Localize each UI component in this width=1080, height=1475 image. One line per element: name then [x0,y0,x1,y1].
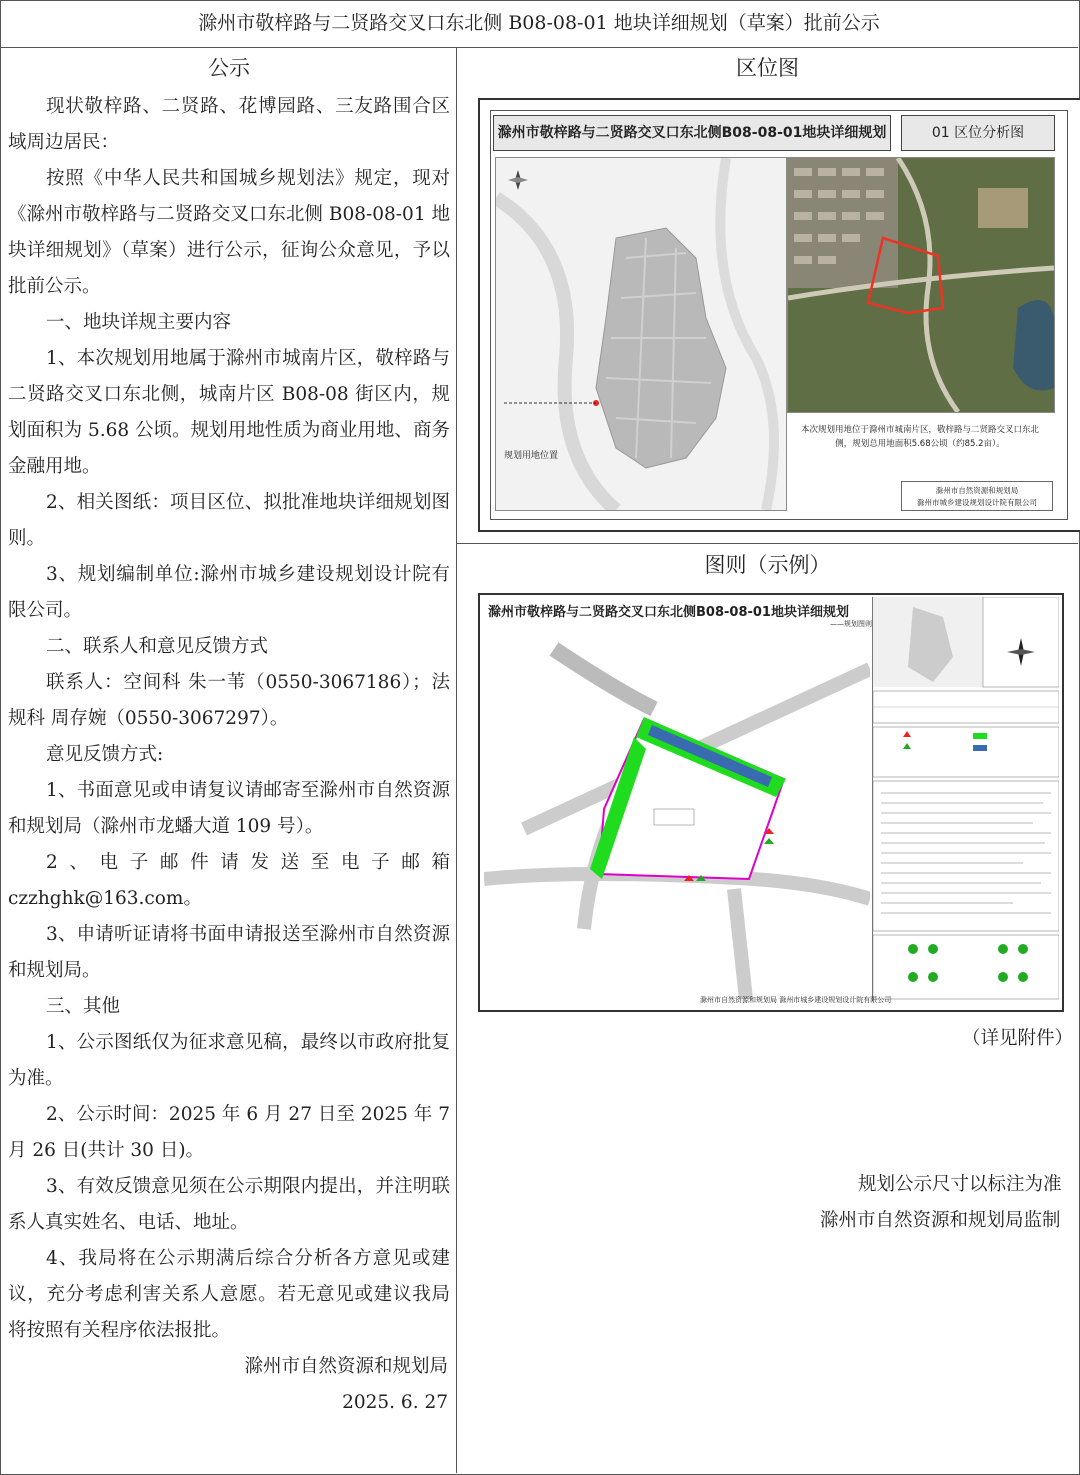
notice-paragraph: 2、相关图纸：项目区位、拟批准地块详细规划图则。 [8,492,450,549]
notice-paragraph: 意见反馈方式: [46,744,164,765]
notice-paragraph: 一、地块详规主要内容 [46,312,232,333]
plan-map-subtitle: ——规划图则 [830,620,872,628]
plan-map-footer: 滁州市自然资源和规划局 滁州市城乡建设规划设计院有限公司 [700,996,892,1004]
notice-paragraph: 二、联系人和意见反馈方式 [46,636,269,657]
location-map-title: 滁州市敬梓路与二贤路交叉口东北侧B08-08-01地块详细规划 [493,115,891,151]
notice-paragraph: 3、有效反馈意见须在公示期限内提出，并注明联系人真实姓名、电话、地址。 [8,1176,450,1233]
figure-column [457,47,1078,89]
notice-date: 2025. 6. 27 [342,1392,448,1413]
plan-drawing [484,629,870,999]
page-title: 滁州市敬梓路与二贤路交叉口东北侧 B08-08-01 地块详细规划（草案）批前公示 [0,0,1078,48]
dimension-notice: 规划公示尺寸以标注为准 [858,1174,1062,1195]
plan-map-title: 滁州市敬梓路与二贤路交叉口东北侧B08-08-01地块详细规划 [488,605,849,620]
plan-heading: 图则（示例） [704,553,831,577]
institution-2: 滁州市城乡建设规划设计院有限公司 [917,498,1037,507]
notice-paragraph: 按照《中华人民共和国城乡规划法》规定，现对《滁州市敬梓路与二贤路交叉口东北侧 B08-08-01 地块详细规划》（草案）进行公示，征询公众意见，予以批前公示。 [8,168,450,297]
notice-paragraph: 3、申请听证请将书面申请报送至滁州市自然资源和规划局。 [8,924,450,981]
column-divider [456,47,457,1473]
location-note: 本次规划用地位于滁州市城南片区，敬梓路与二贤路交叉口东北侧，规划总用地面积5.68公顷（约85.2亩）。 [800,425,1039,449]
notice-paragraph: 联系人：空间科 朱一苇（0550-3067186）；法规科 周存婉（0550-3067297）。 [8,672,450,729]
notice-paragraph: 三、其他 [46,996,121,1017]
city-map [495,157,787,511]
notice-heading: 公示 [208,56,250,80]
supervision-notice: 滁州市自然资源和规划局监制 [820,1210,1061,1231]
plan-legend-panel [872,597,1059,1001]
notice-paragraph: 2、公示时间：2025 年 6 月 27 日至 2025 年 7 月 26 日(共计 30 日)。 [8,1104,450,1161]
notice-paragraph: 2、电子邮件请发送至电子邮箱 czzhghk@163.com。 [8,852,450,909]
notice-paragraph: 1、书面意见或申请复议请邮寄至滁州市自然资源和规划局（滁州市龙蟠大道 109 号）。 [8,780,450,837]
location-heading: 区位图 [736,56,799,80]
notice-paragraph: 现状敬梓路、二贤路、花博园路、三友路围合区域周边居民： [8,96,450,153]
location-institutions [901,481,1053,511]
plan-drawing-graphic [484,629,870,999]
location-map-sheet: 01 区位分析图 [901,115,1055,151]
notice-column [8,47,450,1421]
notice-paragraph: 4、我局将在公示期满后综合分析各方意见或建议，充分考虑利害关系人意愿。若无意见或建议我局将按照有关程序依法报批。 [8,1248,450,1341]
plan-map [478,593,1064,1012]
legend-graphic [873,597,1059,1001]
notice-paragraph: 1、本次规划用地属于滁州市城南片区，敬梓路与二贤路交叉口东北侧，城南片区 B08-08 街区内，规划面积为 5.68 公顷。规划用地性质为商业用地、商务金融用地。 [8,348,450,477]
signature: 滁州市自然资源和规划局 [244,1356,448,1377]
notice-paragraph: 3、规划编制单位:滁州市城乡建设规划设计院有限公司。 [8,564,450,621]
location-map [478,98,1080,532]
site-location-label: 规划用地位置 [504,451,559,461]
institution-1: 滁州市自然资源和规划局 [935,486,1019,495]
attachment-note: （详见附件） [962,1028,1074,1049]
satellite-graphic [788,158,1054,412]
notice-paragraph: 1、公示图纸仅为征求意见稿，最终以市政府批复为准。 [8,1032,450,1089]
notice-body [8,89,450,1349]
satellite-map [787,157,1055,413]
